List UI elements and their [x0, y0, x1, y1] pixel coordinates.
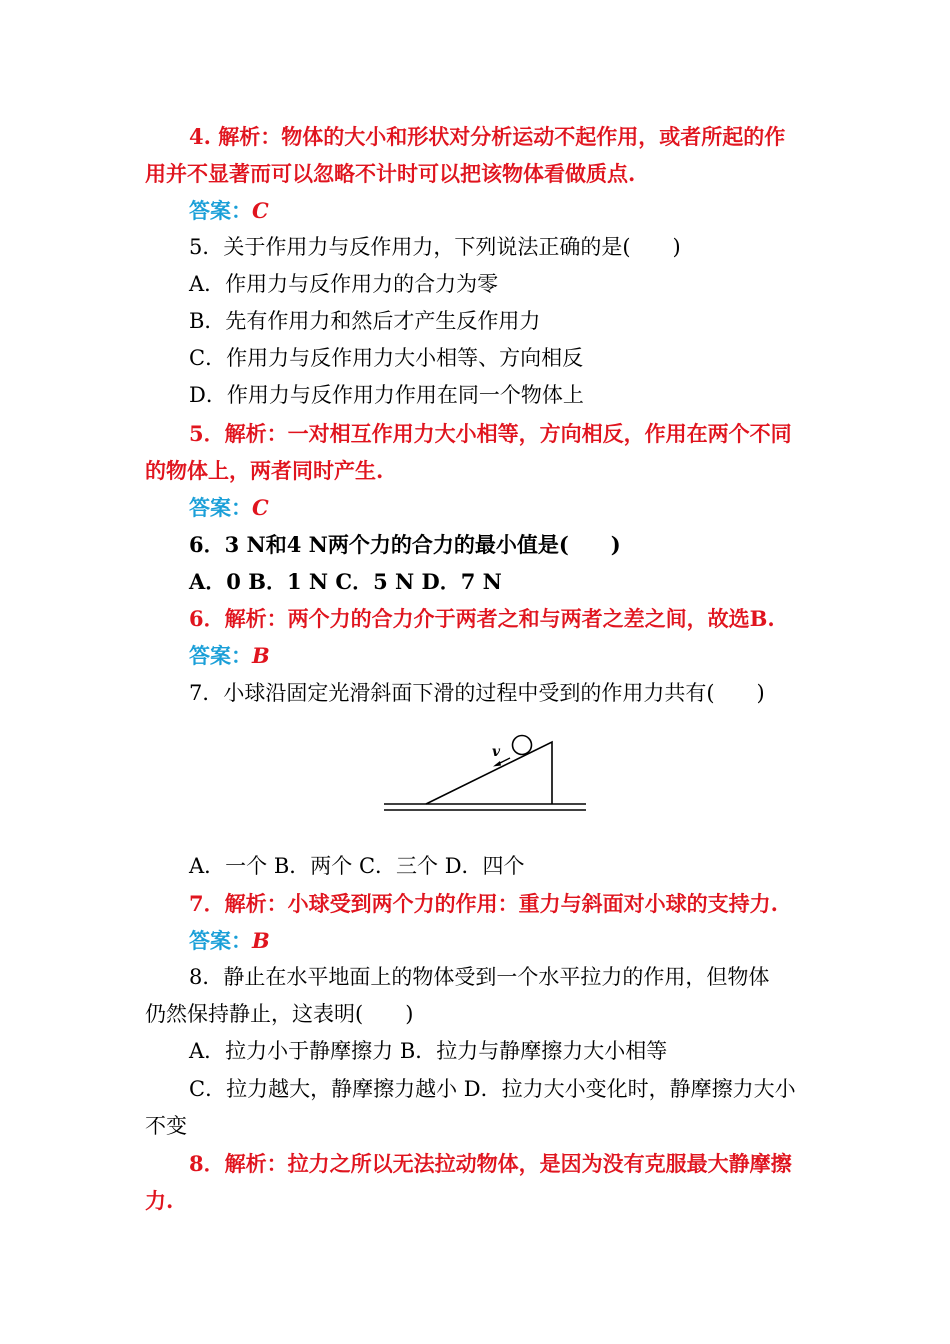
q6-answer — [189, 637, 809, 674]
incline-diagram — [380, 728, 590, 820]
incline-figure — [380, 728, 590, 820]
q6-question: 6．3 N和4 N两个力的合力的最小值是( ) — [189, 532, 621, 557]
q8-analysis-line2: 力. — [145, 1188, 174, 1213]
q5-analysis-line2: 的物体上，两者同时产生. — [145, 458, 384, 483]
velocity-label: v — [492, 744, 501, 760]
q5-answer — [189, 489, 809, 526]
q4-analysis-line2: 用并不显著而可以忽略不计时可以把该物体看做质点. — [145, 161, 636, 186]
q7-question: 7．小球沿固定光滑斜面下滑的过程中受到的作用力共有( ) — [189, 681, 765, 705]
incline-slope — [426, 742, 552, 804]
q8-options-line2: C．拉力越大，静摩擦力越小 D．拉力大小变化时，静摩擦力大小 — [189, 1077, 796, 1101]
answer-value: B — [252, 928, 270, 953]
answer-label: 答案： — [189, 198, 252, 223]
q5-option-a: A．作用力与反作用力的合力为零 — [189, 272, 499, 296]
q4-answer — [189, 192, 809, 229]
q7-options: A．一个 B．两个 C．三个 D．四个 — [189, 854, 525, 878]
q8-options-line1: A．拉力小于静摩擦力 B．拉力与静摩擦力大小相等 — [189, 1039, 668, 1063]
answer-value: C — [252, 198, 269, 223]
q8-question-line1: 8．静止在水平地面上的物体受到一个水平拉力的作用，但物体 — [189, 965, 770, 989]
q6-analysis: 6．解析：两个力的合力介于两者之和与两者之差之间，故选B. — [189, 606, 775, 631]
q6-options: A．0 B．1 N C．5 N D．7 N — [189, 569, 502, 594]
answer-label: 答案： — [189, 643, 252, 668]
q7-answer — [189, 922, 809, 959]
q7-analysis: 7．解析：小球受到两个力的作用：重力与斜面对小球的支持力. — [189, 891, 778, 916]
answer-value: C — [252, 495, 269, 520]
q8-options-line3: 不变 — [145, 1114, 187, 1138]
q4-analysis-line1: 4. 解析：物体的大小和形状对分析运动不起作用，或者所起的作 — [189, 124, 786, 149]
q5-option-c: C．作用力与反作用力大小相等、方向相反 — [189, 346, 584, 370]
answer-label: 答案： — [189, 928, 252, 953]
answer-label: 答案： — [189, 495, 252, 520]
velocity-arrow-head — [493, 761, 501, 767]
q5-question: 5．关于作用力与反作用力，下列说法正确的是( ) — [189, 235, 681, 259]
answer-value: B — [252, 643, 270, 668]
q8-question-line2: 仍然保持静止，这表明( ) — [145, 1002, 414, 1026]
q5-analysis-line1: 5．解析：一对相互作用力大小相等，方向相反，作用在两个不同 — [189, 421, 792, 446]
q5-option-d: D．作用力与反作用力作用在同一个物体上 — [189, 383, 584, 407]
q8-analysis-line1: 8．解析：拉力之所以无法拉动物体，是因为没有克服最大静摩擦 — [189, 1151, 792, 1176]
q5-option-b: B．先有作用力和然后才产生反作用力 — [189, 309, 541, 333]
ball — [513, 736, 532, 755]
